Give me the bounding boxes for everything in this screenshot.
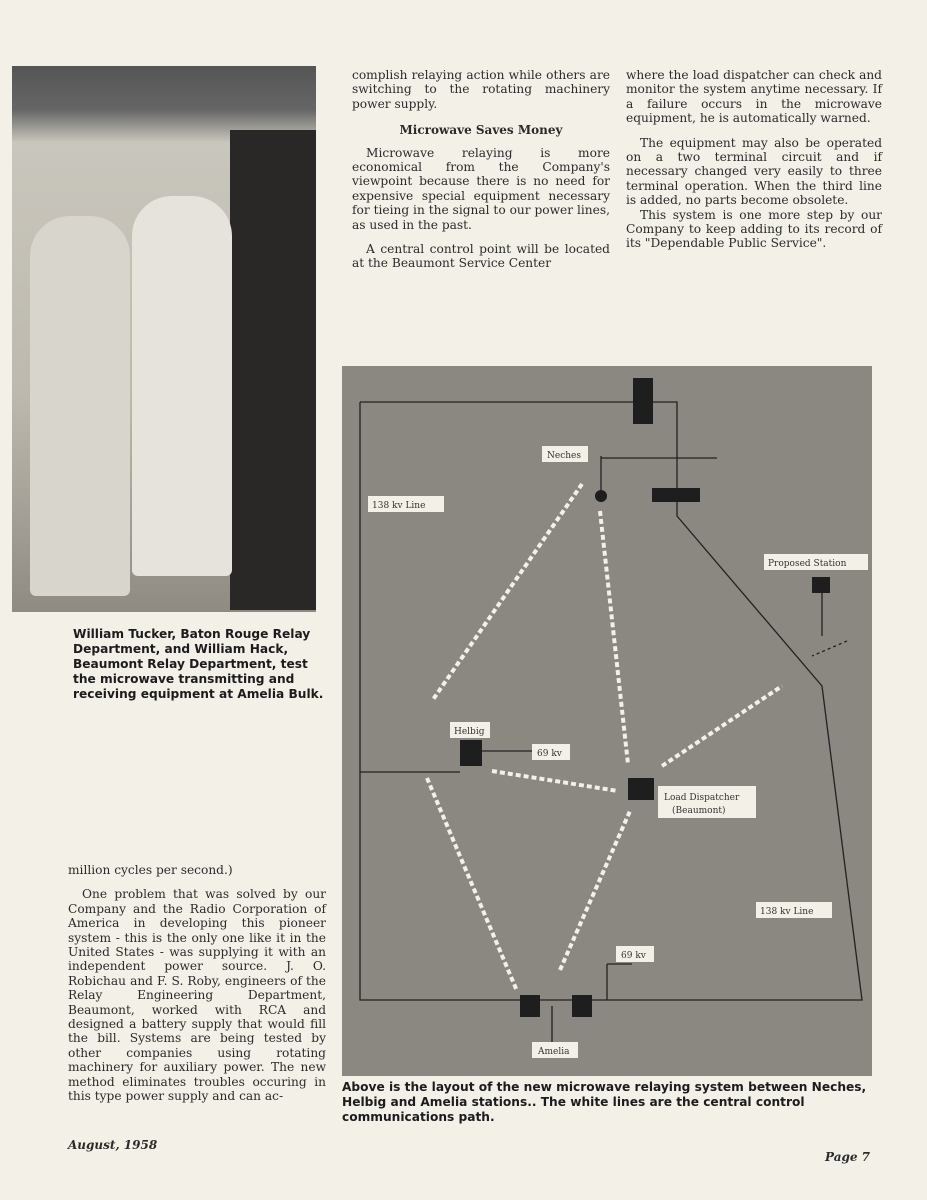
label-load-dispatcher: Load Dispatcher bbox=[664, 793, 740, 803]
man-left bbox=[30, 216, 130, 596]
page-number: Page 7 bbox=[825, 1150, 871, 1164]
microwave-layout-diagram bbox=[342, 366, 872, 1076]
diagram-caption: Above is the layout of the new microwave relaying system between Neches, Helbig and Amelia stations.. The white lines are the central control communications path. bbox=[342, 1080, 867, 1124]
man-right bbox=[132, 196, 232, 576]
label-138kv-line: 138 kv Line bbox=[760, 907, 814, 917]
label-138kv-line: 138 kv Line bbox=[372, 501, 426, 511]
paragraph: Microwave relaying is more economical from the Company's viewpoint because there is no need for expensive special equipment necessary for tieing in the signal to our power lines, as used in the past. bbox=[352, 145, 610, 232]
section-heading: Microwave Saves Money bbox=[399, 123, 563, 138]
paragraph: A central control point will be located at the Beaumont Service Center bbox=[352, 242, 610, 271]
footer-date: August, 1958 bbox=[68, 1138, 158, 1152]
column-2 bbox=[352, 68, 610, 281]
labels bbox=[368, 446, 868, 1058]
diagram-svg bbox=[342, 366, 872, 1076]
paragraph: The equipment may also be operated on a two terminal circuit and if necessary changed very easily to three terminal operation. When the third line is added, no parts become obsolete. bbox=[626, 135, 882, 208]
label-69kv: 69 kv bbox=[537, 749, 562, 759]
label-beaumont: (Beaumont) bbox=[672, 806, 726, 816]
equipment-rack bbox=[230, 130, 316, 610]
label-69kv: 69 kv bbox=[621, 951, 646, 961]
photo-relay-test bbox=[12, 66, 316, 612]
photo-caption: William Tucker, Baton Rouge Relay Department, and William Hack, Beaumont Relay Department, test the microwave transmitting and receiving equipment at Amelia Bulk. bbox=[73, 627, 324, 701]
column-3 bbox=[626, 68, 882, 261]
station-blocks bbox=[460, 378, 830, 1017]
paragraph: where the load dispatcher can check and monitor the system anytime necessary. If a failure occurs in the microwave equipment, he is automatically warned. bbox=[626, 68, 882, 126]
paragraph: complish relaying action while others are switching to the rotating machinery power supply. bbox=[352, 68, 610, 111]
label-helbig: Helbig bbox=[454, 727, 485, 737]
paragraph: This system is one more step by our Company to keep adding to its record of its "Dependable Public Service". bbox=[626, 207, 882, 251]
label-neches: Neches bbox=[547, 451, 581, 461]
paragraph: One problem that was solved by our Company and the Radio Corporation of America in developing this pioneer system - this is the only one like it in the United States - was supplying it with an independent power source. J. O. Robichau and F. S. Roby, engineers of the Relay Engineering Department, Beaumont, worked with RCA and designed a battery supply that would fill the bill. Systems are being tested by other companies using rotating machinery for auxiliary power. The new method eliminates troubles occuring in this type power supply and can ac- bbox=[68, 887, 326, 1104]
label-amelia: Amelia bbox=[538, 1047, 570, 1057]
paragraph: million cycles per second.) bbox=[68, 863, 233, 877]
column-1 bbox=[68, 863, 326, 1114]
label-proposed-station: Proposed Station bbox=[768, 559, 847, 569]
